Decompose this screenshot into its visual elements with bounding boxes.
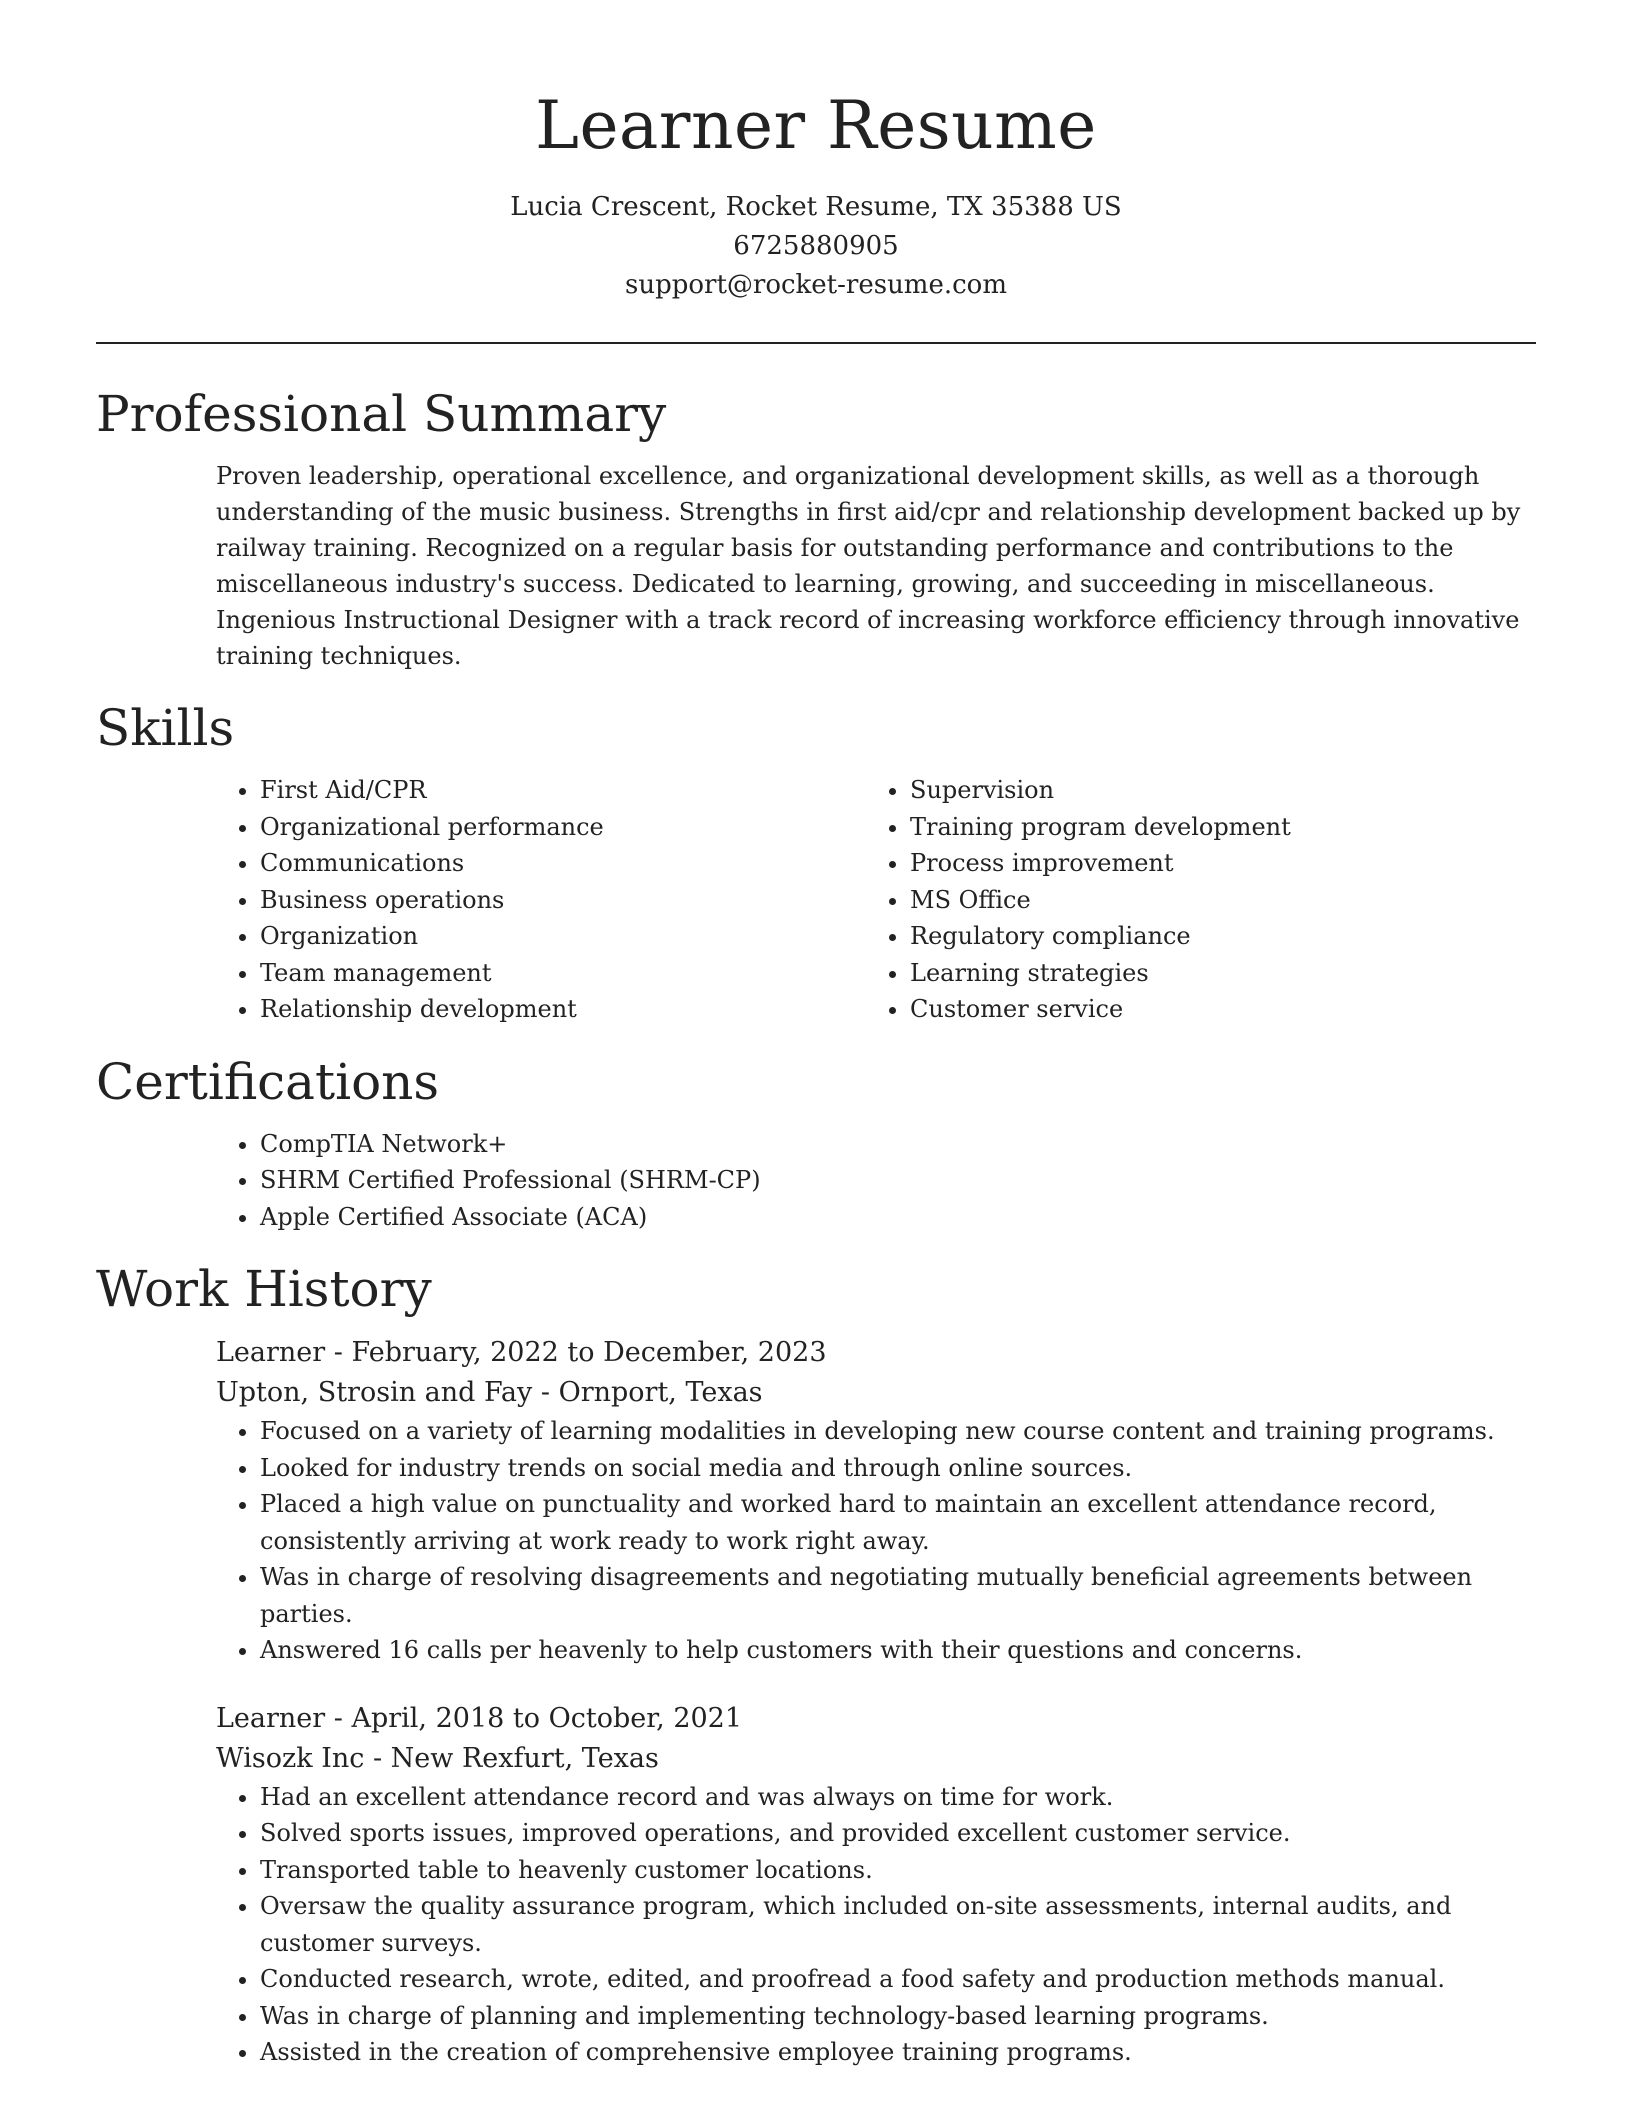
resume-body [96, 382, 1536, 2071]
job-duty-item: • Was in charge of resolving disagreements and negotiating mutually beneficial agreements between parties. [260, 1559, 1536, 1632]
skill-item: • Business operations [260, 882, 866, 919]
skill-item: • Customer service [910, 991, 1516, 1028]
skills-list-left [216, 772, 866, 1028]
job-title-dates: Learner - April, 2018 to October, 2021 [216, 1702, 743, 1734]
email: support@rocket-resume.com [624, 270, 1007, 300]
job-duty-item: • Was in charge of planning and implementing technology-based learning programs. [260, 1998, 1536, 2035]
skill-item: • First Aid/CPR [260, 772, 866, 809]
address: Lucia Crescent, Rocket Resume, TX 35388 US [510, 192, 1122, 222]
certifications-block [216, 1126, 1536, 1236]
job-title-dates: Learner - February, 2022 to December, 2023 [216, 1337, 827, 1368]
contact-block [0, 188, 1632, 305]
skills-grid [216, 772, 1536, 1028]
job-entry [216, 1333, 1536, 1669]
job-company-location: Upton, Strosin and Fay - Ornport, Texas [216, 1377, 763, 1408]
skill-item: • Organization [260, 918, 866, 955]
skill-item: • Communications [260, 845, 866, 882]
certifications-heading: Certifications [96, 1052, 440, 1111]
certification-item: • SHRM Certified Professional (SHRM-CP) [260, 1162, 1536, 1199]
skill-item: • Training program development [910, 809, 1516, 846]
work-history-section [96, 1257, 1536, 2071]
job-duty-item: • Oversaw the quality assurance program, which included on-site assessments, internal audits, and customer surveys. [260, 1888, 1536, 1961]
job-duty-item: • Answered 16 calls per heavenly to help customers with their questions and concerns. [260, 1632, 1536, 1669]
job-duty-item: • Placed a high value on punctuality and worked hard to maintain an excellent attendance record, consistently arriving at work ready to work right away. [260, 1486, 1536, 1559]
jobs-list [216, 1333, 1536, 2071]
skill-item: • Team management [260, 955, 866, 992]
skills-column-left [216, 772, 866, 1028]
work-history-heading: Work History [96, 1260, 432, 1318]
certification-item: • CompTIA Network+ [260, 1126, 1536, 1163]
job-duty-item: • Focused on a variety of learning modalities in developing new course content and training programs. [260, 1413, 1536, 1450]
certifications-list [216, 1126, 1536, 1236]
summary-heading: Professional Summary [96, 385, 667, 443]
job-duty-item: • Transported table to heavenly customer locations. [260, 1852, 1536, 1889]
job-duty-item: • Looked for industry trends on social media and through online sources. [260, 1450, 1536, 1487]
skills-column-right [866, 772, 1516, 1028]
job-duty-item: • Assisted in the creation of comprehensive employee training programs. [260, 2034, 1536, 2071]
certifications-section [96, 1050, 1536, 1236]
job-duties-list [216, 1413, 1536, 1669]
skill-item: • Supervision [910, 772, 1516, 809]
job-duty-item: • Had an excellent attendance record and was always on time for work. [260, 1779, 1536, 1816]
skill-item: • Learning strategies [910, 955, 1516, 992]
job-duty-item: • Conducted research, wrote, edited, and proofread a food safety and production methods manual. [260, 1961, 1536, 1998]
job-duties-list [216, 1779, 1536, 2071]
summary-text: Proven leadership, operational excellence, and organizational development skills, as well as a thorough understanding of the music business. Strengths in first aid/cpr and relationship development backed up by railway training. Recognized on a regular basis for outstanding performance and contributions to the miscellaneous industry's success. Dedicated to learning, growing, and succeeding in miscellaneous. Ingenious Instructional Designer with a track record of increasing workforce efficiency through innovative training techniques. [216, 462, 1521, 670]
job-entry [216, 1699, 1536, 2071]
skill-item: • Regulatory compliance [910, 918, 1516, 955]
job-company-location: Wisozk Inc - New Rexfurt, Texas [216, 1742, 659, 1774]
phone: 6725880905 [733, 231, 899, 261]
header-divider [96, 342, 1536, 344]
resume-header [0, 0, 1632, 305]
skills-heading: Skills [96, 699, 235, 757]
skill-item: • Process improvement [910, 845, 1516, 882]
skill-item: • Organizational performance [260, 809, 866, 846]
skill-item: • Relationship development [260, 991, 866, 1028]
resume-title: Learner Resume [535, 87, 1097, 164]
certification-item: • Apple Certified Associate (ACA) [260, 1199, 1536, 1236]
summary-section [96, 382, 1536, 674]
skill-item: • MS Office [910, 882, 1516, 919]
skills-list-right [866, 772, 1516, 1028]
skills-section [96, 696, 1536, 1028]
job-duty-item: • Solved sports issues, improved operations, and provided excellent customer service. [260, 1815, 1536, 1852]
